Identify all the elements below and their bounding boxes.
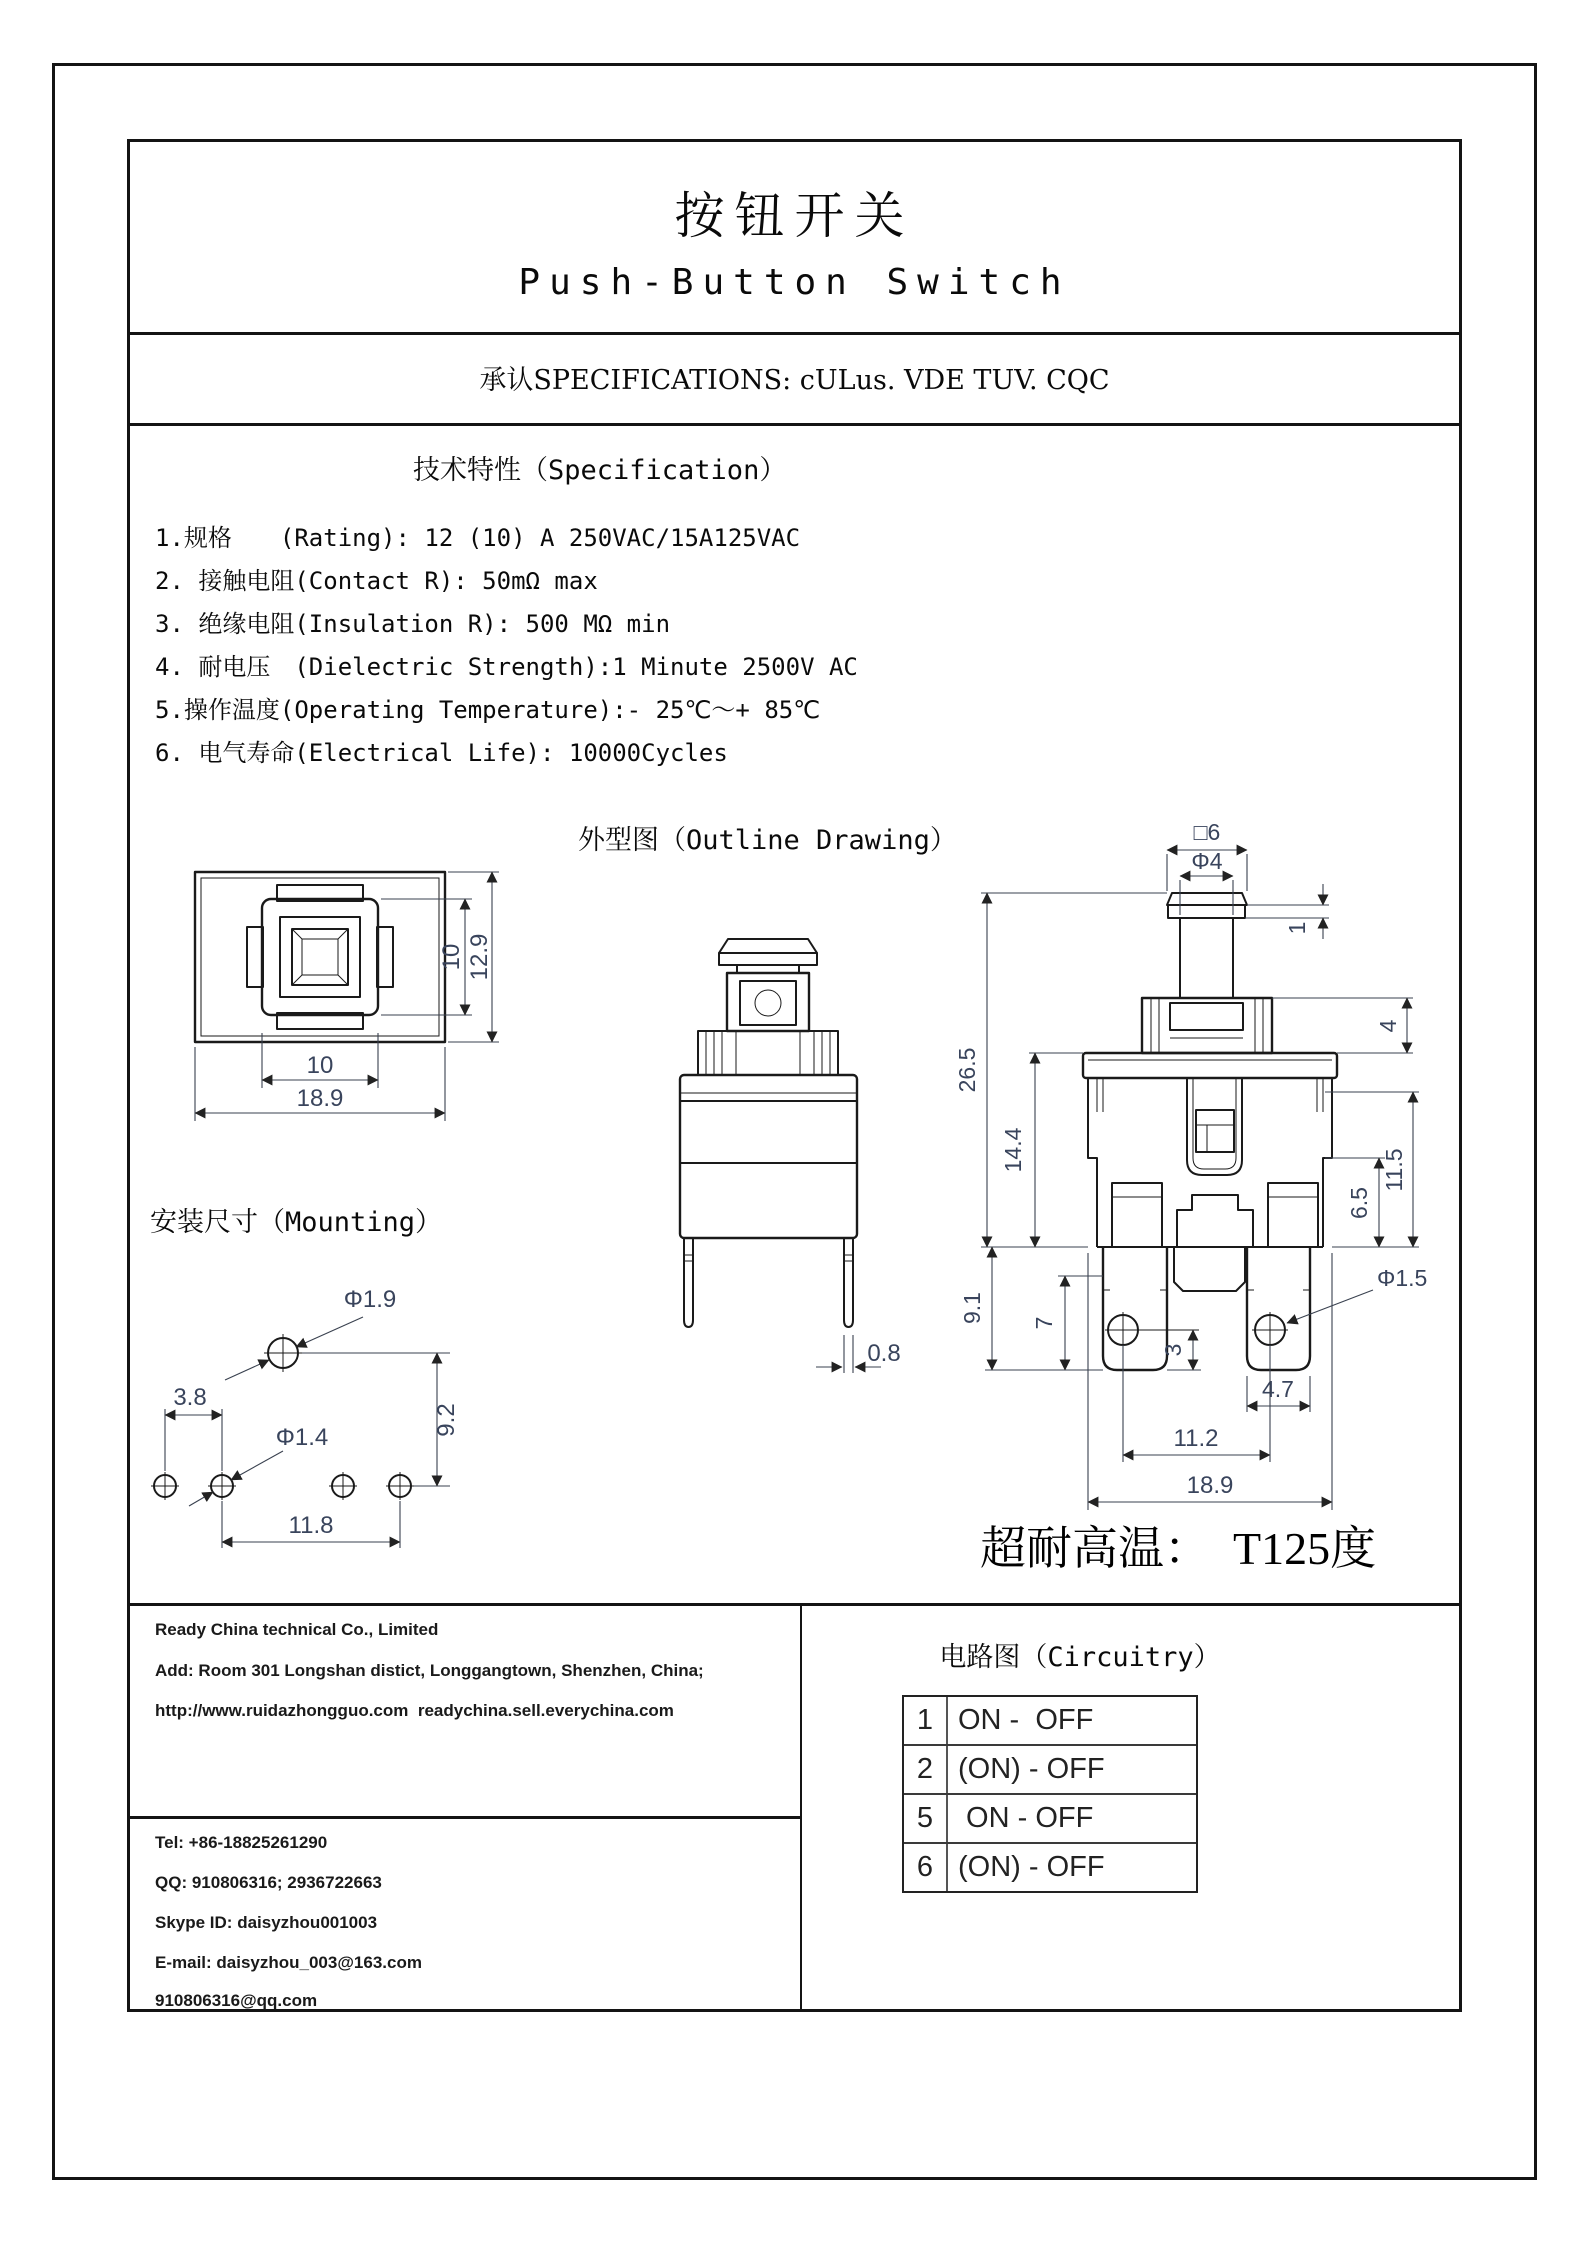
dim-body-height: 14.4 bbox=[1000, 1127, 1026, 1173]
dim-tab-height2: 7 bbox=[1031, 1316, 1057, 1330]
dim-hole-small: Φ1.4 bbox=[275, 1424, 329, 1451]
company-tel: Tel: +86-18825261290 bbox=[155, 1833, 328, 1852]
table-row bbox=[904, 1842, 1196, 1891]
company-divider bbox=[127, 1816, 800, 1819]
page-title-cn: 按钮开关 bbox=[674, 187, 915, 245]
top-view-drawing bbox=[165, 855, 505, 1185]
dim-side-height: 11.5 bbox=[1381, 1148, 1407, 1192]
table-row bbox=[904, 1744, 1196, 1793]
side-view-drawing bbox=[640, 925, 920, 1395]
spec-list bbox=[155, 518, 858, 776]
dim-hole-offset: 3 bbox=[1160, 1343, 1186, 1357]
dim-hole-big: Φ1.9 bbox=[343, 1286, 397, 1313]
circuit-position: 6 bbox=[904, 1844, 948, 1891]
dim-mount-dx: 3.8 bbox=[173, 1384, 207, 1411]
dim-cap-height: 1 bbox=[1284, 921, 1310, 935]
dim-top-btn-w: 10 bbox=[306, 1052, 334, 1079]
spec-item-temperature: 5.操作温度(Operating Temperature):- 25℃～+ 85℃ bbox=[155, 696, 821, 724]
company-name: Ready China technical Co., Limited bbox=[155, 1620, 439, 1639]
dim-hole-pitch: 11.2 bbox=[1173, 1425, 1219, 1452]
dim-mount-span: 11.8 bbox=[288, 1512, 334, 1539]
company-website: http://www.ruidazhongguo.com readychina.sell.everychina.com bbox=[155, 1701, 674, 1720]
company-qq: QQ: 910806316; 2936722663 bbox=[155, 1873, 382, 1892]
heat-resistance-note: 超耐高温： T125度 bbox=[980, 1523, 1377, 1574]
approval-text: 承认SPECIFICATIONS: cULus. VDE TUV. CQC bbox=[479, 365, 1110, 396]
spec-item-life: 6. 电气寿命(Electrical Life): 10000Cycles bbox=[155, 739, 728, 767]
circuit-mode: ON - OFF bbox=[958, 1704, 1094, 1736]
circuit-mode: (ON) - OFF bbox=[958, 1851, 1105, 1883]
page-title-en: Push-Button Switch bbox=[518, 262, 1071, 303]
mounting-drawing bbox=[120, 1255, 520, 1555]
dim-top-outer-w: 18.9 bbox=[296, 1085, 344, 1112]
dim-top-btn-h: 10 bbox=[438, 943, 465, 971]
spec-item-contact-r: 2. 接触电阻(Contact R): 50mΩ max bbox=[155, 567, 598, 595]
dim-stem-diameter: Φ4 bbox=[1191, 848, 1223, 874]
dim-pin-width: 0.8 bbox=[867, 1340, 901, 1367]
mounting-heading: 安装尺寸（Mounting） bbox=[150, 1207, 443, 1238]
dim-cap-square: □6 bbox=[1193, 819, 1221, 845]
company-email: E-mail: daisyzhou_003@163.com bbox=[155, 1953, 422, 1972]
dim-tab-height: 9.1 bbox=[959, 1292, 985, 1324]
outline-heading: 外型图（Outline Drawing） bbox=[578, 825, 957, 856]
approval-divider bbox=[127, 423, 1462, 426]
company-email2: 910806316@qq.com bbox=[155, 1991, 318, 2010]
table-row bbox=[904, 1793, 1196, 1842]
spec-item-dielectric: 4. 耐电压 (Dielectric Strength):1 Minute 2500V AC bbox=[155, 653, 858, 681]
circuit-position: 5 bbox=[904, 1795, 948, 1842]
dim-mount-dy: 9.2 bbox=[433, 1403, 460, 1437]
dim-body-width: 18.9 bbox=[1186, 1472, 1234, 1499]
circuit-mode: ON - OFF bbox=[958, 1802, 1094, 1834]
dim-top-outer-h: 12.9 bbox=[466, 933, 493, 981]
dim-hole-diameter: Φ1.5 bbox=[1377, 1265, 1428, 1291]
dim-total-height: 26.5 bbox=[954, 1047, 980, 1093]
spec-item-insulation-r: 3. 绝缘电阻(Insulation R): 500 MΩ min bbox=[155, 610, 671, 638]
body-divider bbox=[127, 1603, 1462, 1606]
circuit-position: 1 bbox=[904, 1697, 948, 1744]
company-skype: Skype ID: daisyzhou001003 bbox=[155, 1913, 378, 1932]
circuitry-heading: 电路图（Circuitry） bbox=[939, 1642, 1221, 1673]
table-row bbox=[904, 1697, 1196, 1744]
company-address: Add: Room 301 Longshan distict, Longgangtown, Shenzhen, China; bbox=[155, 1661, 704, 1680]
circuit-mode: (ON) - OFF bbox=[958, 1753, 1105, 1785]
spec-item-rating: 1.规格 (Rating): 12 (10) A 250VAC/15A125VAC bbox=[155, 524, 801, 552]
front-view-drawing bbox=[955, 820, 1465, 1520]
spec-heading: 技术特性（Specification） bbox=[413, 455, 787, 486]
dim-tab-width: 4.7 bbox=[1262, 1376, 1294, 1402]
circuitry-table bbox=[902, 1695, 1198, 1893]
circuit-position: 2 bbox=[904, 1746, 948, 1793]
dim-collar-height: 4 bbox=[1375, 1019, 1401, 1033]
dim-step-height: 6.5 bbox=[1346, 1187, 1372, 1219]
